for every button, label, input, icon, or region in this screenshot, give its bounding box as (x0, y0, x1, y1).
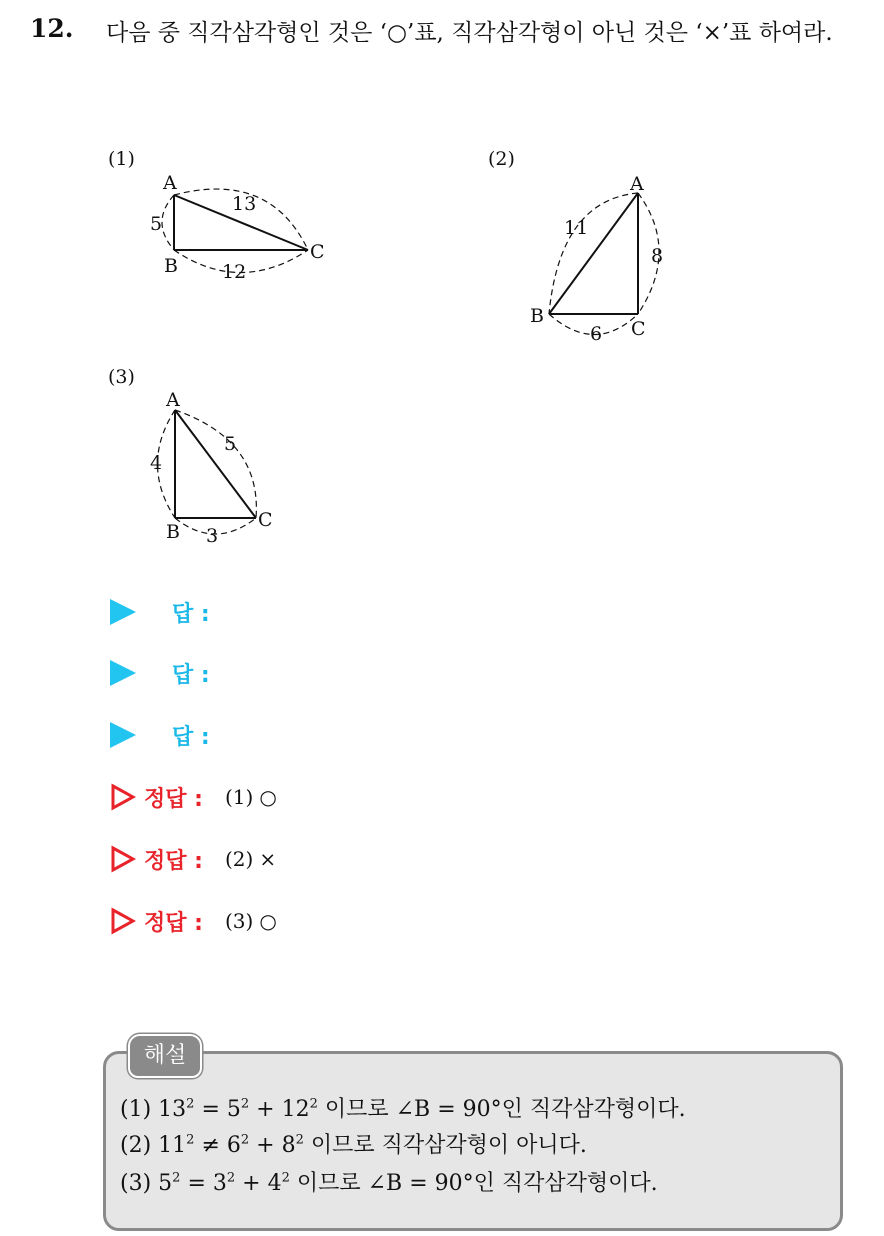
figure-2-label: (2) (488, 148, 515, 170)
fig1-vertex-a: A (163, 172, 177, 194)
fig3-vertex-c: C (258, 509, 273, 531)
answer-blank-1[interactable] (110, 595, 210, 629)
fig1-side-ac: 13 (232, 193, 257, 215)
answer-label: 답 : (172, 601, 210, 627)
answer-number: (2) (224, 847, 254, 871)
correct-answer-label: 정답 : (144, 786, 203, 812)
fig2-side-ac: 8 (651, 245, 664, 267)
correct-answer-3 (110, 904, 277, 938)
explanation-line-2: (2) $11^2 \ne 6^2 + 8^2$ 이므로 직각삼각형이 아니다. (120, 1132, 587, 1158)
answer-mark: ○ (259, 785, 277, 809)
correct-answer-1 (110, 780, 277, 814)
fig3-side-ac: 5 (224, 433, 237, 455)
outline-triangle-icon (110, 845, 136, 873)
fig2-vertex-c: C (631, 318, 646, 340)
fig2-vertex-b: B (530, 305, 544, 327)
fig3-vertex-b: B (166, 521, 180, 543)
explanation-line-3: (3) $5^2 = 3^2 + 4^2$ 이므로 ∠B = 90°인 직각삼각형이다. (120, 1170, 658, 1196)
answer-label: 답 : (172, 662, 210, 688)
fig2-vertex-a: A (630, 173, 644, 195)
question-number: 12. (30, 14, 74, 43)
correct-answer-value (225, 847, 276, 871)
correct-answer-value (225, 909, 277, 933)
blue-triangle-icon (110, 660, 136, 686)
correct-answer-label: 정답 : (144, 848, 203, 874)
fig2-side-bc: 6 (590, 323, 603, 345)
fig3-side-ab: 4 (150, 452, 163, 474)
answer-blank-3[interactable] (110, 718, 210, 752)
answer-mark: ○ (259, 909, 277, 933)
correct-answer-label: 정답 : (144, 910, 203, 936)
answer-blank-2[interactable] (110, 656, 210, 690)
answer-number: (1) (224, 785, 254, 809)
answer-label: 답 : (172, 724, 210, 750)
outline-triangle-icon (110, 783, 136, 811)
explanation-line-1: (1) $13^2 = 5^2 + 12^2$ 이므로 ∠B = 90°인 직각삼각형이다. (120, 1096, 686, 1122)
answer-number: (3) (224, 909, 254, 933)
correct-answer-2 (110, 842, 276, 876)
figure-3-label: (3) (108, 366, 135, 388)
figure-3-triangle (0, 0, 884, 600)
fig1-side-ab: 5 (150, 213, 163, 235)
correct-answer-value (225, 785, 277, 809)
fig3-side-bc: 3 (206, 525, 219, 547)
fig2-side-ab: 11 (564, 217, 589, 239)
blue-triangle-icon (110, 599, 136, 625)
figure-1-label: (1) (108, 148, 135, 170)
fig1-vertex-b: B (164, 255, 178, 277)
answer-mark: × (259, 847, 277, 871)
explanation-tab: 해설 (128, 1034, 202, 1078)
fig3-vertex-a: A (166, 389, 180, 411)
fig1-side-bc: 12 (222, 261, 247, 283)
outline-triangle-icon (110, 907, 136, 935)
fig1-vertex-c: C (310, 241, 325, 263)
question-text: 다음 중 직각삼각형인 것은 ‘○’표, 직각삼각형이 아닌 것은 ‘×’표 하여라. (106, 20, 833, 46)
blue-triangle-icon (110, 722, 136, 748)
